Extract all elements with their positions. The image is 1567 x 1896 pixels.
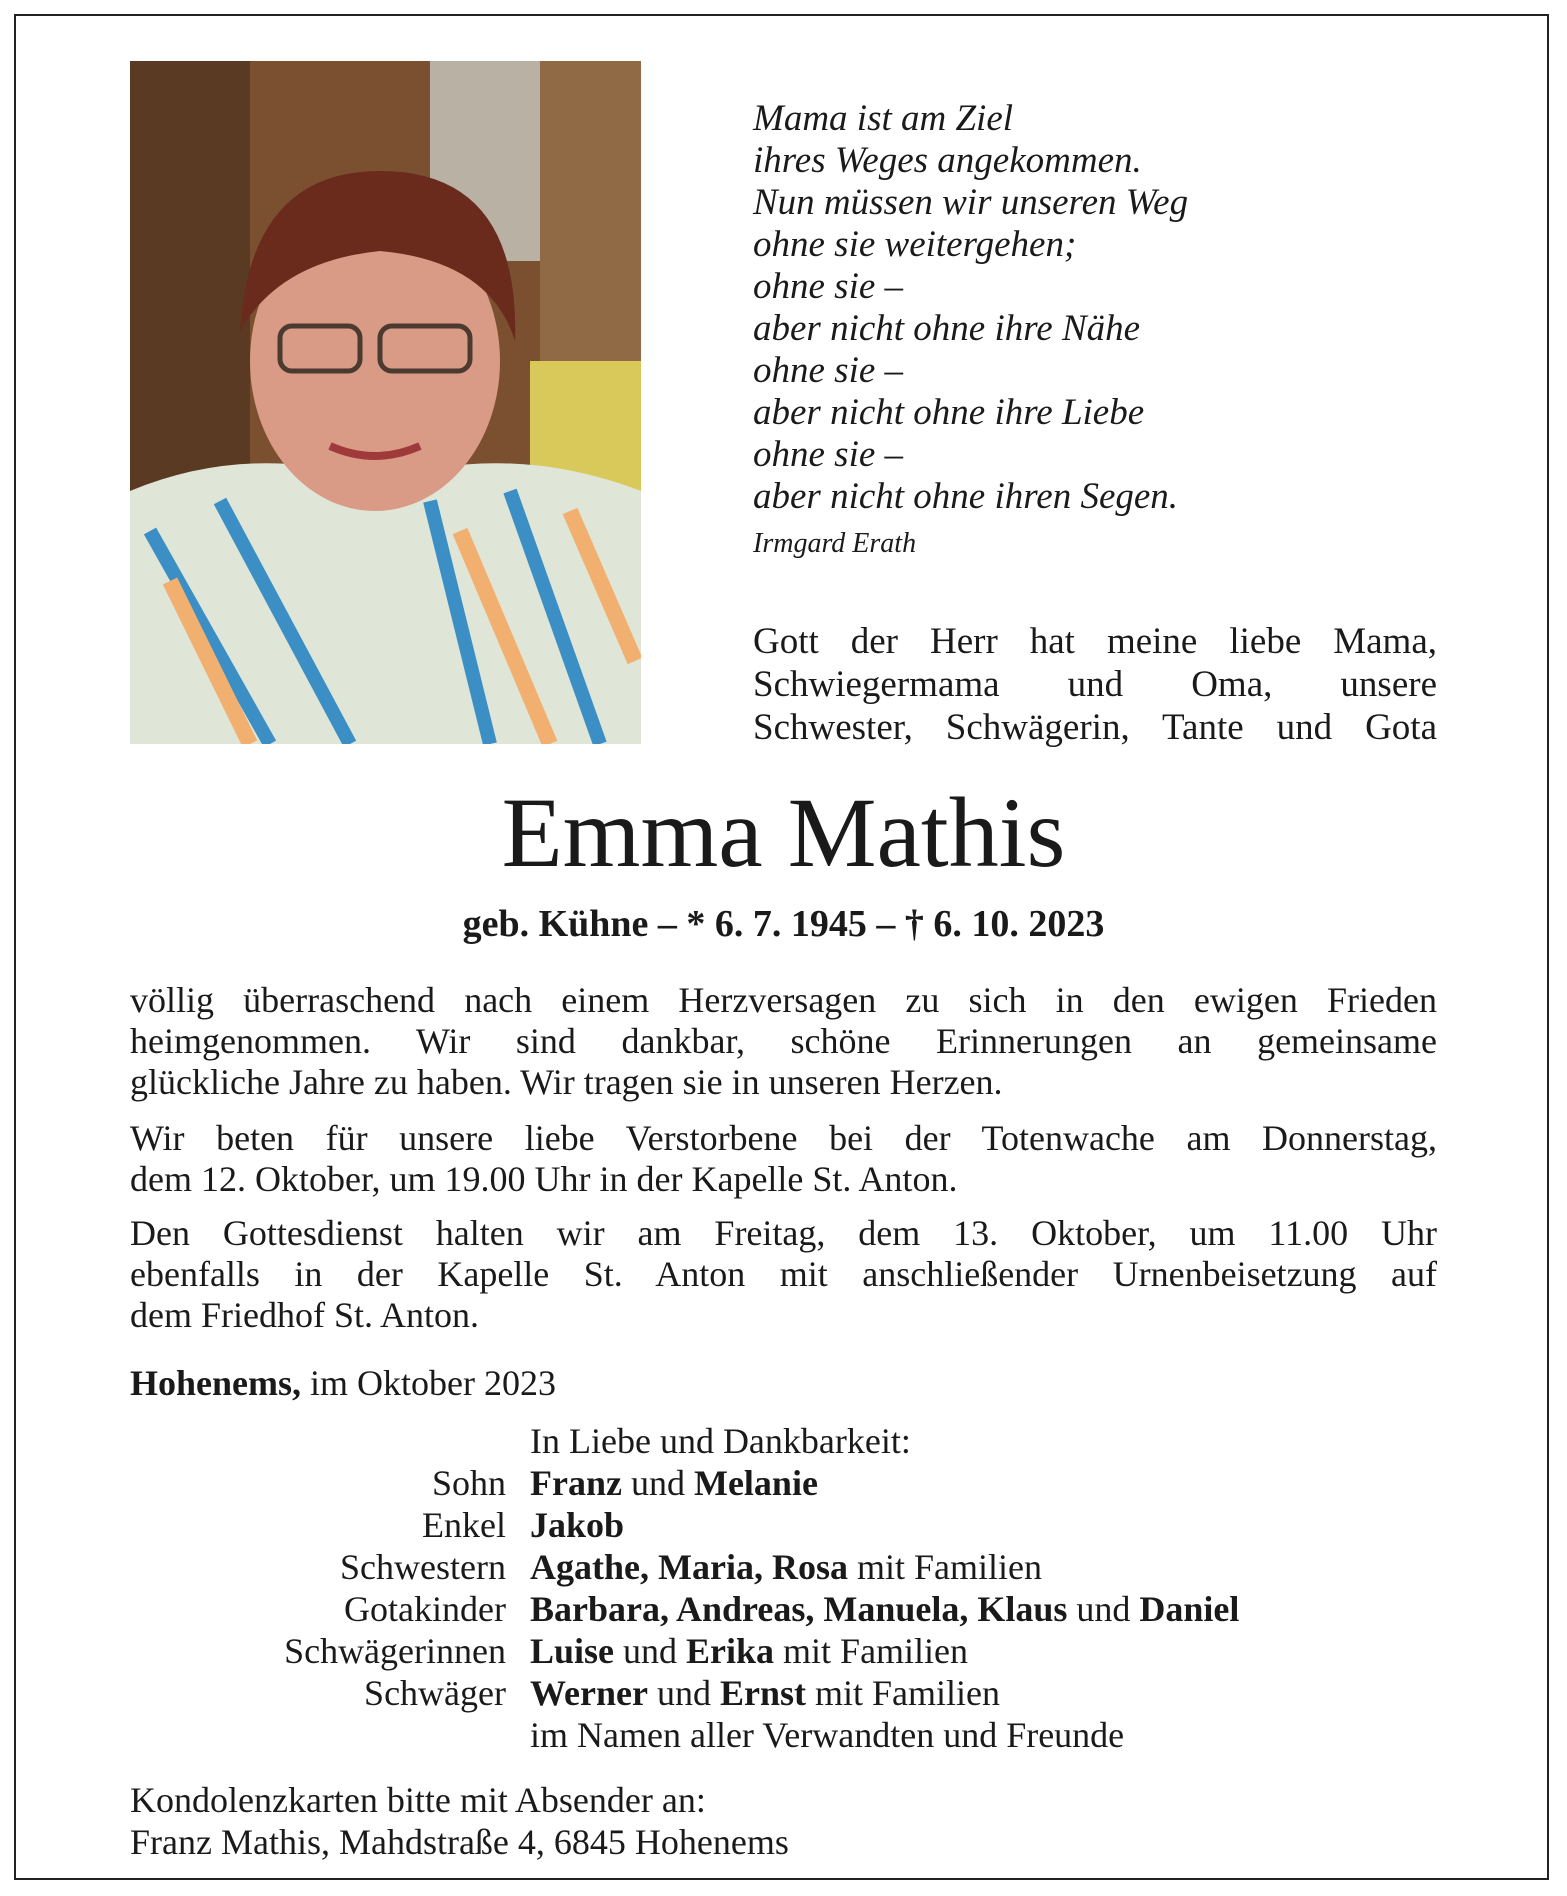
paragraph-line: glückliche Jahre zu haben. Wir tragen sie in unseren Herzen.: [130, 1062, 1003, 1102]
intro-line: Schwester, Schwägerin, Tante und Gota: [753, 707, 1437, 748]
family-role: Schwestern: [340, 1547, 506, 1587]
intro-line: Gott der Herr hat meine liebe Mama,: [753, 621, 1437, 662]
deceased-name: Emma Mathis: [501, 777, 1066, 888]
condolence-address: [130, 1779, 789, 1863]
poem-line: aber nicht ohne ihre Liebe: [753, 392, 1145, 433]
poem: [753, 98, 1453, 518]
paragraph-line: Wir beten für unsere liebe Verstorbene bei der Totenwache am Donnerstag,: [130, 1118, 1437, 1158]
family-row: [130, 1672, 1450, 1714]
family-role: Schwäger: [364, 1673, 506, 1713]
family-closing-row: [130, 1714, 1450, 1756]
address-line: Franz Mathis, Mahdstraße 4, 6845 Hohenems: [130, 1822, 789, 1862]
poem-line: ohne sie –: [753, 266, 904, 307]
place-date: [130, 1362, 556, 1404]
poem-line: ohne sie –: [753, 350, 904, 391]
family-names: [530, 1588, 1239, 1630]
family-names: [530, 1630, 968, 1672]
family-connector: und: [621, 1463, 694, 1503]
family-member-name: Luise: [530, 1631, 615, 1671]
paragraph-line: heimgenommen. Wir sind dankbar, schöne Erinnerungen an gemeinsame: [130, 1021, 1437, 1061]
family-role: Gotakinder: [344, 1589, 506, 1629]
intro-text: [753, 620, 1437, 749]
family-heading-row: [130, 1420, 1450, 1462]
paragraph-line: völlig überraschend nach einem Herzversagen zu sich in den ewigen Frieden: [130, 980, 1437, 1020]
family-member-name: Agathe, Maria, Rosa: [530, 1547, 848, 1587]
family-heading: In Liebe und Dankbarkeit:: [530, 1421, 911, 1461]
paragraph-line: dem Friedhof St. Anton.: [130, 1295, 479, 1335]
poem-line: ohne sie –: [753, 434, 904, 475]
poem-author: Irmgard Erath: [753, 528, 917, 559]
poem-line: aber nicht ohne ihre Nähe: [753, 308, 1141, 349]
place-date-text: im Oktober 2023: [301, 1363, 556, 1403]
address-line: Kondolenzkarten bitte mit Absender an:: [130, 1780, 706, 1820]
portrait-photo: [130, 61, 641, 744]
family-member-name: Werner: [530, 1673, 648, 1713]
family-member-name: Erika: [686, 1631, 775, 1671]
family-connector: mit Familien: [847, 1547, 1042, 1587]
family-row: [130, 1588, 1450, 1630]
family-role: Sohn: [431, 1463, 506, 1503]
poem-line: Mama ist am Ziel: [753, 98, 1014, 139]
family-member-name: Daniel: [1139, 1589, 1240, 1629]
family-member-name: Melanie: [693, 1463, 818, 1503]
family-list: [130, 1420, 1450, 1756]
family-connector: mit Familien: [774, 1631, 969, 1671]
place-town: Hohenems,: [130, 1363, 301, 1403]
family-connector: und: [647, 1673, 720, 1713]
paragraph-passing: [130, 980, 1437, 1103]
family-role: Schwägerinnen: [284, 1631, 506, 1671]
family-names: [530, 1672, 1000, 1714]
deceased-dates: geb. Kühne – * 6. 7. 1945 – † 6. 10. 2023: [462, 903, 1105, 945]
family-names: [530, 1504, 624, 1546]
poem-line: ihres Weges angekommen.: [753, 140, 1142, 181]
family-role: Enkel: [422, 1505, 506, 1545]
intro-line: Schwiegermama und Oma, unsere: [753, 664, 1437, 705]
paragraph-service: [130, 1213, 1437, 1336]
family-names: [530, 1546, 1042, 1588]
family-connector: und: [614, 1631, 687, 1671]
family-member-name: Franz: [530, 1463, 622, 1503]
poem-line: ohne sie weitergehen;: [753, 224, 1077, 265]
paragraph-line: dem 12. Oktober, um 19.00 Uhr in der Kapelle St. Anton.: [130, 1159, 958, 1199]
poem-line: Nun müssen wir unseren Weg: [753, 182, 1189, 223]
family-connector: und: [1067, 1589, 1140, 1629]
poem-line: aber nicht ohne ihren Segen.: [753, 476, 1179, 517]
paragraph-line: Den Gottesdienst halten wir am Freitag, dem 13. Oktober, um 11.00 Uhr: [130, 1213, 1437, 1253]
family-row: [130, 1462, 1450, 1504]
family-connector: mit Familien: [805, 1673, 1000, 1713]
family-row: [130, 1546, 1450, 1588]
family-member-name: Jakob: [530, 1505, 625, 1545]
family-names: [530, 1462, 818, 1504]
portrait-illustration: [130, 61, 641, 744]
family-member-name: Ernst: [719, 1673, 806, 1713]
family-closing: im Namen aller Verwandten und Freunde: [530, 1715, 1125, 1755]
paragraph-line: ebenfalls in der Kapelle St. Anton mit anschließender Urnenbeisetzung auf: [130, 1254, 1437, 1294]
family-row: [130, 1630, 1450, 1672]
family-row: [130, 1504, 1450, 1546]
paragraph-vigil: [130, 1118, 1437, 1200]
family-member-name: Barbara, Andreas, Manuela, Klaus: [530, 1589, 1068, 1629]
